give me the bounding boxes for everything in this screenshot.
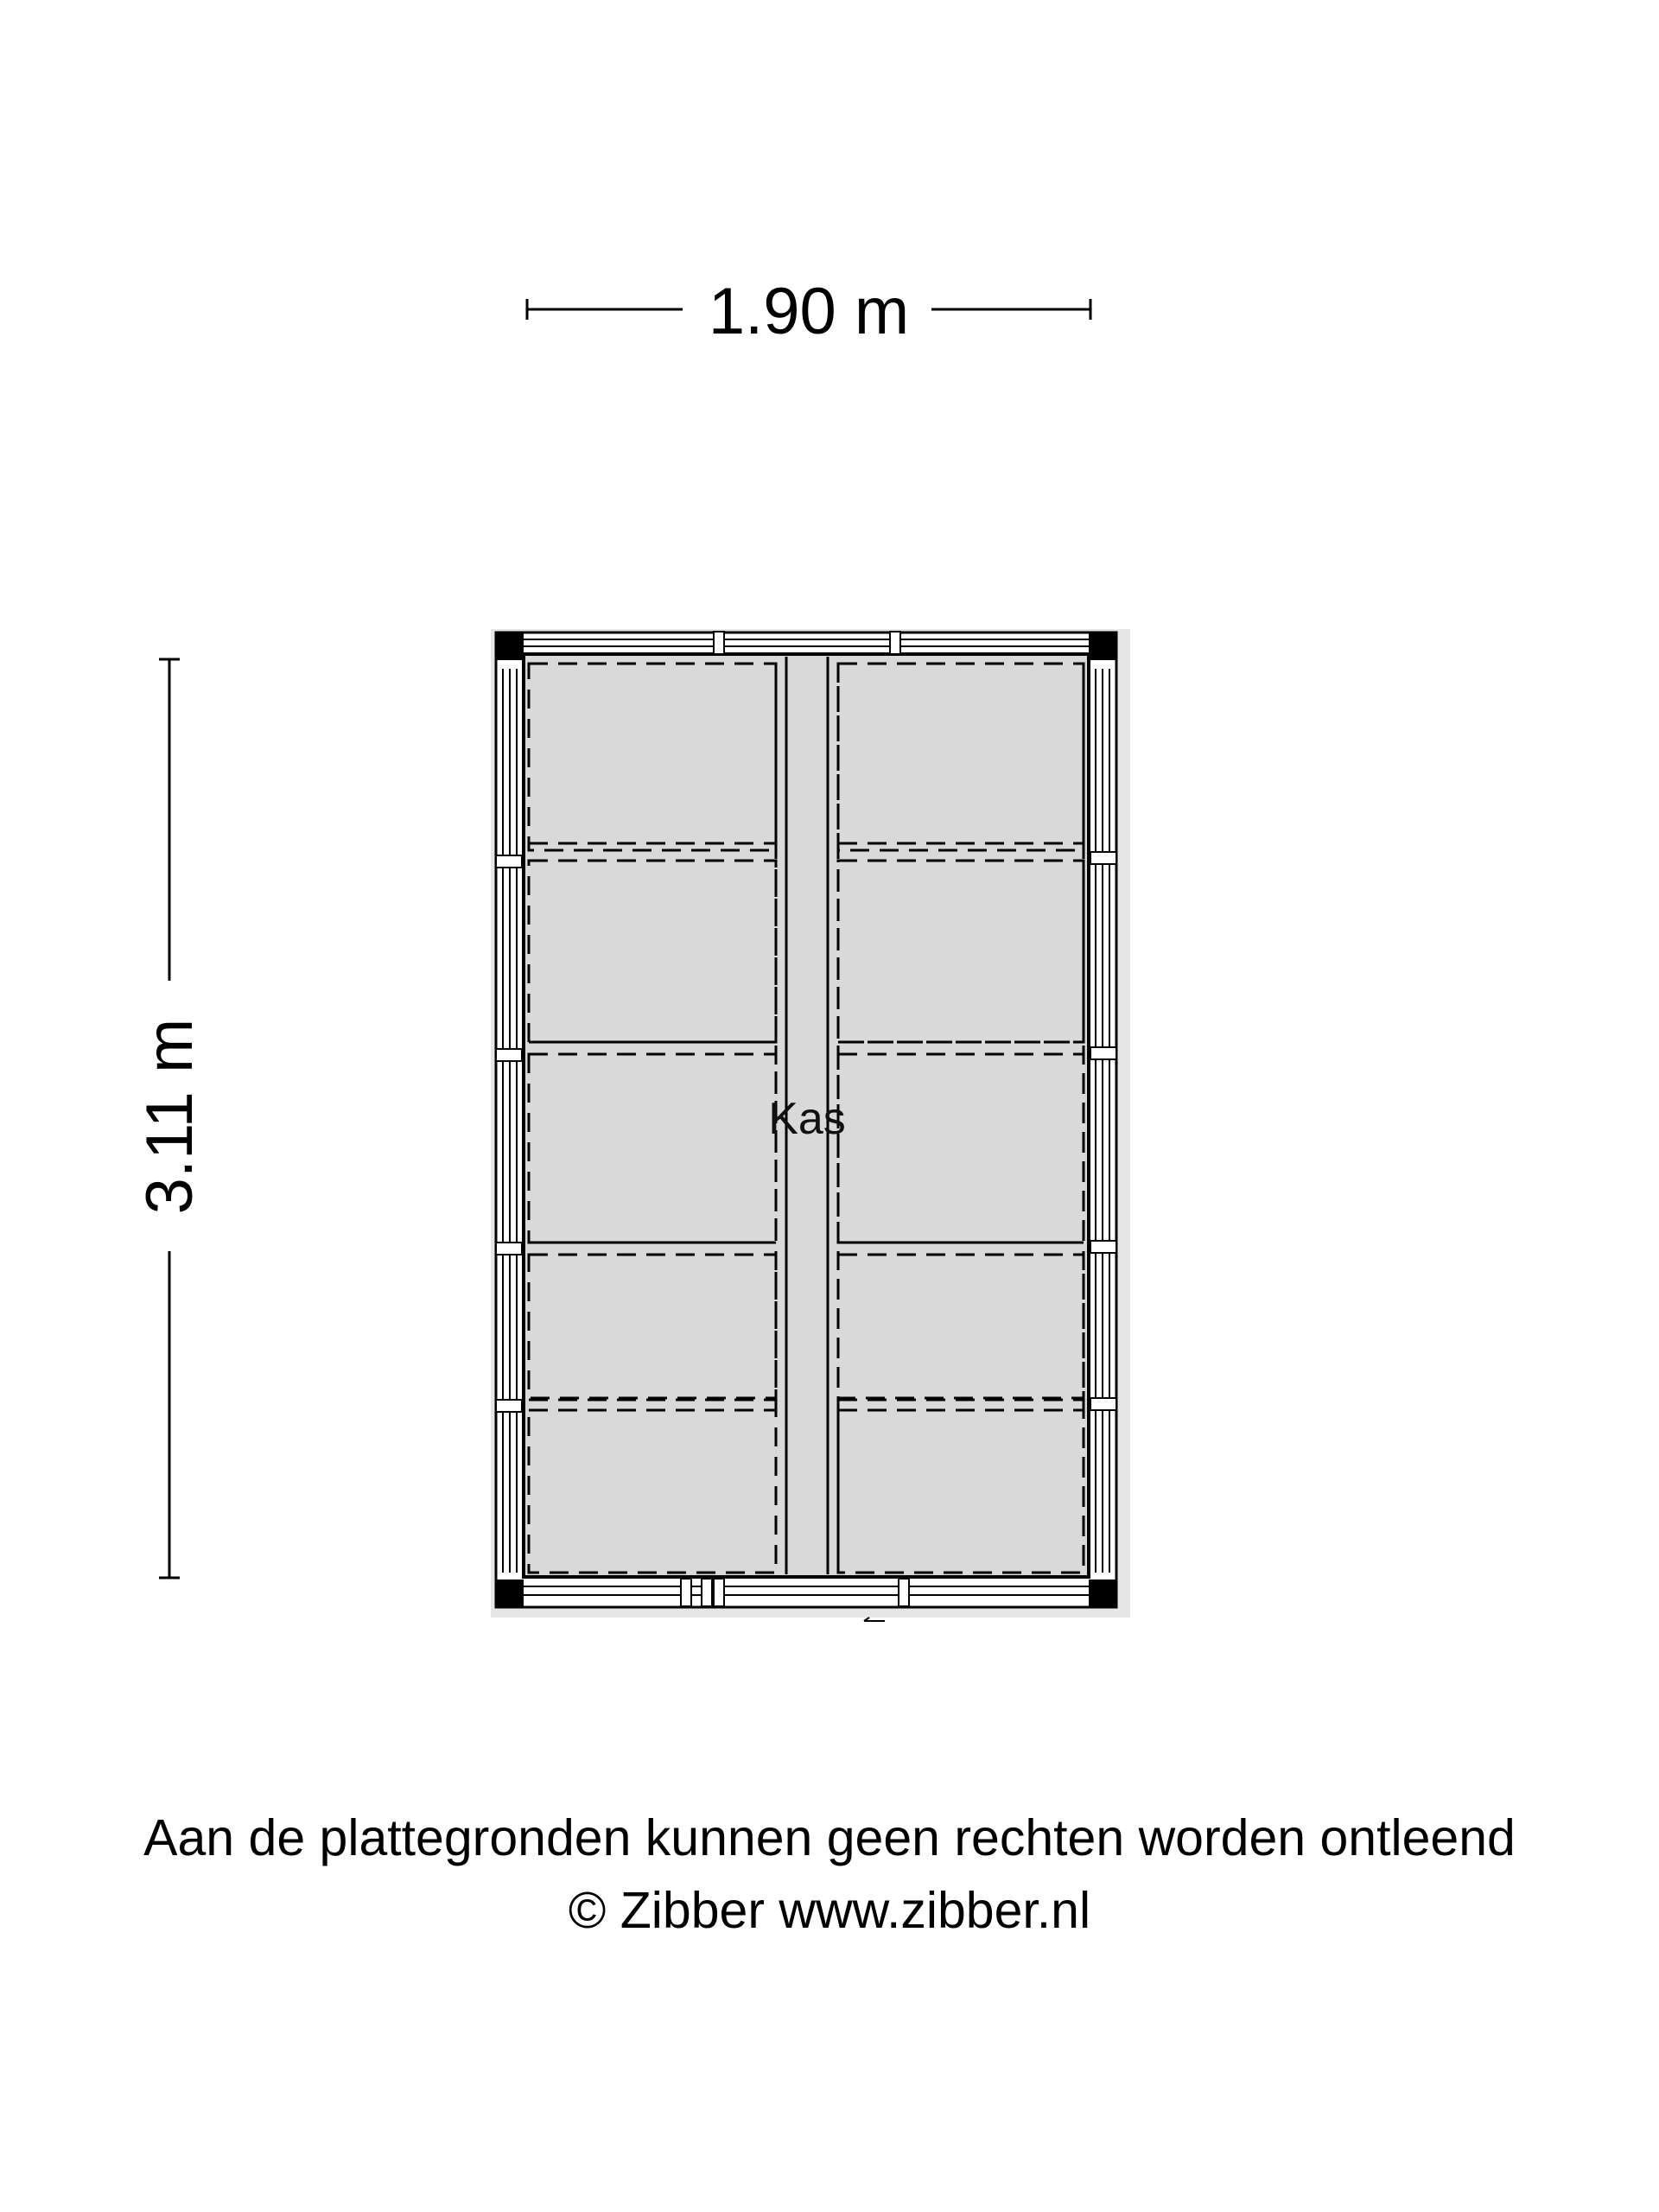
disclaimer-text: Aan de plattegronden kunnen geen rechten worden ontleend bbox=[143, 1809, 1516, 1866]
corner-post-bottom-right bbox=[1089, 1580, 1116, 1607]
width-dimension-label: 1.90 m bbox=[708, 275, 910, 348]
height-dimension-label: 3.11 m bbox=[133, 1018, 207, 1215]
corner-post-top-right bbox=[1089, 632, 1116, 660]
corner-post-bottom-left bbox=[496, 1580, 524, 1607]
corner-post-top-left bbox=[496, 632, 524, 660]
room-label: Kas bbox=[768, 1094, 846, 1144]
copyright-text: © Zibber www.zibber.nl bbox=[568, 1882, 1091, 1939]
